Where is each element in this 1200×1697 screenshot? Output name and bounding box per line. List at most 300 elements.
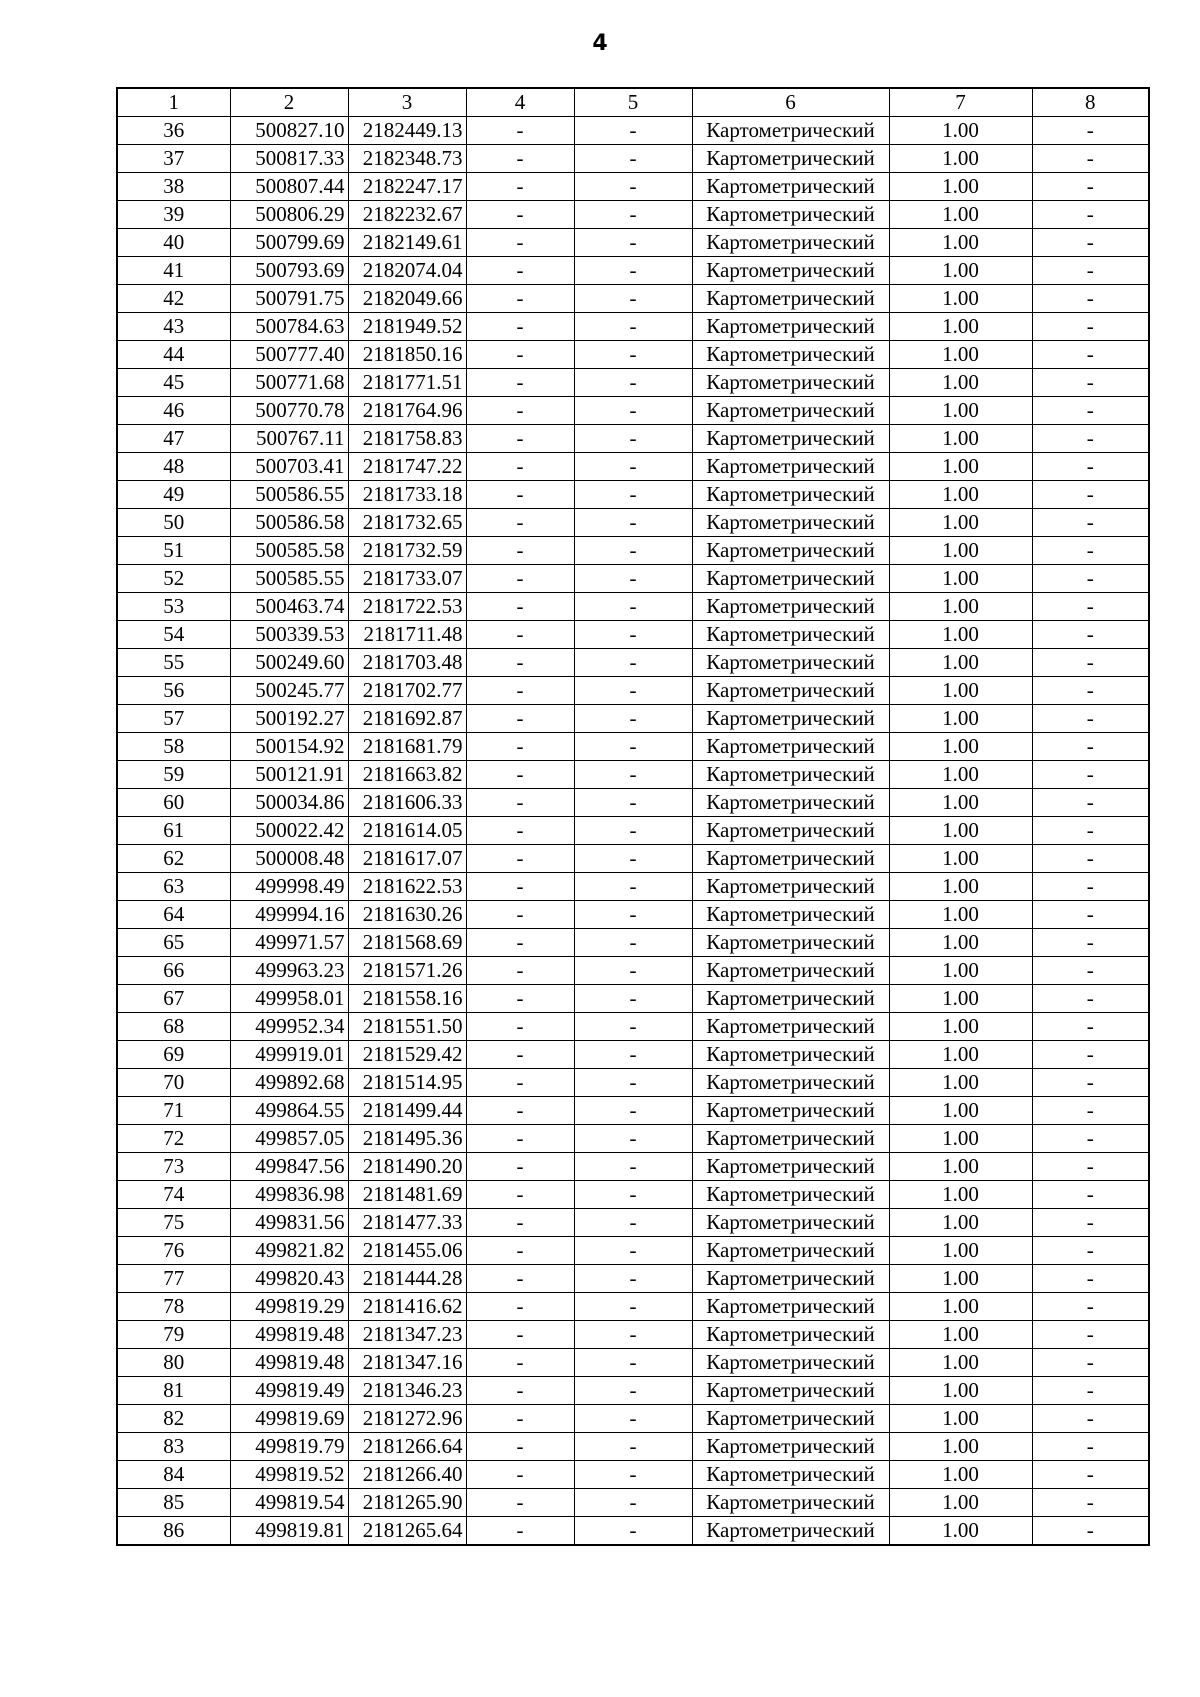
table-cell: - <box>574 1013 692 1041</box>
table-cell: 55 <box>117 649 230 677</box>
table-row <box>117 985 1149 1013</box>
table-cell: - <box>574 145 692 173</box>
table-cell: - <box>1032 1349 1149 1377</box>
table-cell: - <box>466 1517 574 1546</box>
table-cell: - <box>466 425 574 453</box>
table-cell: - <box>574 453 692 481</box>
table-cell: 2181764.96 <box>348 397 466 425</box>
table-cell: - <box>466 285 574 313</box>
table-cell: 1.00 <box>889 593 1032 621</box>
table-cell: Картометрический <box>692 733 889 761</box>
table-cell: 1.00 <box>889 565 1032 593</box>
table-row <box>117 1125 1149 1153</box>
table-cell: 1.00 <box>889 145 1032 173</box>
table-cell: Картометрический <box>692 1013 889 1041</box>
table-cell: 58 <box>117 733 230 761</box>
column-header: 3 <box>348 88 466 117</box>
table-cell: - <box>1032 425 1149 453</box>
table-cell: - <box>466 1013 574 1041</box>
table-cell: 1.00 <box>889 957 1032 985</box>
table-cell: 2181733.07 <box>348 565 466 593</box>
table-row <box>117 313 1149 341</box>
table-cell: Картометрический <box>692 1461 889 1489</box>
table-cell: Картометрический <box>692 1321 889 1349</box>
table-cell: 500034.86 <box>230 789 348 817</box>
table-cell: - <box>1032 677 1149 705</box>
table-cell: - <box>574 1489 692 1517</box>
table-cell: 499958.01 <box>230 985 348 1013</box>
table-cell: - <box>1032 369 1149 397</box>
table-cell: - <box>574 901 692 929</box>
table-row <box>117 341 1149 369</box>
table-cell: - <box>466 1293 574 1321</box>
table-cell: 499919.01 <box>230 1041 348 1069</box>
table-row <box>117 1041 1149 1069</box>
table-cell: 1.00 <box>889 733 1032 761</box>
table-cell: - <box>466 957 574 985</box>
table-row <box>117 481 1149 509</box>
table-cell: - <box>466 761 574 789</box>
table-cell: 499857.05 <box>230 1125 348 1153</box>
table-cell: 499819.48 <box>230 1349 348 1377</box>
table-row <box>117 1349 1149 1377</box>
table-cell: - <box>1032 817 1149 845</box>
table-cell: Картометрический <box>692 1293 889 1321</box>
table-cell: - <box>466 1321 574 1349</box>
table-cell: - <box>1032 1237 1149 1265</box>
table-cell: 500586.58 <box>230 509 348 537</box>
table-cell: 56 <box>117 677 230 705</box>
table-cell: 1.00 <box>889 1433 1032 1461</box>
table-cell: 1.00 <box>889 1405 1032 1433</box>
table-cell: 1.00 <box>889 537 1032 565</box>
table-cell: - <box>466 1265 574 1293</box>
table-row <box>117 565 1149 593</box>
table-cell: - <box>466 593 574 621</box>
table-row <box>117 761 1149 789</box>
table-cell: - <box>1032 117 1149 145</box>
table-cell: - <box>1032 1321 1149 1349</box>
table-cell: 46 <box>117 397 230 425</box>
table-cell: 47 <box>117 425 230 453</box>
table-cell: - <box>1032 1405 1149 1433</box>
table-cell: 2181622.53 <box>348 873 466 901</box>
table-cell: - <box>466 1349 574 1377</box>
table-cell: Картометрический <box>692 985 889 1013</box>
table-cell: 500799.69 <box>230 229 348 257</box>
table-cell: - <box>574 285 692 313</box>
table-cell: 1.00 <box>889 1321 1032 1349</box>
table-cell: 66 <box>117 957 230 985</box>
table-cell: 500817.33 <box>230 145 348 173</box>
table-cell: Картометрический <box>692 621 889 649</box>
table-cell: - <box>466 845 574 873</box>
table-cell: - <box>466 677 574 705</box>
table-cell: 500154.92 <box>230 733 348 761</box>
table-cell: - <box>574 677 692 705</box>
table-cell: - <box>466 1125 574 1153</box>
table-cell: 1.00 <box>889 341 1032 369</box>
table-cell: - <box>466 985 574 1013</box>
table-cell: 2181551.50 <box>348 1013 466 1041</box>
table-cell: 1.00 <box>889 117 1032 145</box>
table-cell: - <box>1032 285 1149 313</box>
coordinates-table <box>116 87 1150 1546</box>
table-cell: 500339.53 <box>230 621 348 649</box>
table-cell: - <box>466 929 574 957</box>
table-cell: 499819.49 <box>230 1377 348 1405</box>
table-cell: 2182449.13 <box>348 117 466 145</box>
table-cell: - <box>574 1237 692 1265</box>
table-row <box>117 817 1149 845</box>
column-header: 4 <box>466 88 574 117</box>
table-cell: - <box>1032 593 1149 621</box>
table-cell: 499836.98 <box>230 1181 348 1209</box>
table-cell: - <box>466 509 574 537</box>
table-cell: - <box>1032 173 1149 201</box>
table-cell: - <box>574 1125 692 1153</box>
table-cell: 2182049.66 <box>348 285 466 313</box>
table-cell: Картометрический <box>692 1181 889 1209</box>
table-cell: 2181455.06 <box>348 1237 466 1265</box>
table-cell: Картометрический <box>692 1265 889 1293</box>
table-cell: - <box>1032 1013 1149 1041</box>
table-cell: 2181265.64 <box>348 1517 466 1546</box>
table-cell: - <box>466 229 574 257</box>
table-cell: - <box>574 509 692 537</box>
table-cell: 500586.55 <box>230 481 348 509</box>
table-cell: - <box>466 1041 574 1069</box>
table-cell: 2181711.48 <box>348 621 466 649</box>
table-row <box>117 1405 1149 1433</box>
table-cell: - <box>574 425 692 453</box>
table-cell: - <box>1032 733 1149 761</box>
header-row <box>117 88 1149 117</box>
table-row <box>117 957 1149 985</box>
table-cell: - <box>1032 1041 1149 1069</box>
table-cell: Картометрический <box>692 1125 889 1153</box>
table-cell: - <box>574 1153 692 1181</box>
table-cell: Картометрический <box>692 1489 889 1517</box>
table-cell: 2181733.18 <box>348 481 466 509</box>
table-cell: Картометрический <box>692 817 889 845</box>
table-cell: 2181702.77 <box>348 677 466 705</box>
table-cell: - <box>574 873 692 901</box>
table-cell: 1.00 <box>889 789 1032 817</box>
table-cell: 45 <box>117 369 230 397</box>
table-cell: - <box>574 1097 692 1125</box>
table-cell: - <box>466 1377 574 1405</box>
table-cell: 54 <box>117 621 230 649</box>
table-cell: 2181499.44 <box>348 1097 466 1125</box>
table-cell: - <box>1032 1293 1149 1321</box>
table-cell: Картометрический <box>692 313 889 341</box>
table-cell: - <box>1032 537 1149 565</box>
table-cell: Картометрический <box>692 1069 889 1097</box>
table-cell: 81 <box>117 1377 230 1405</box>
table-cell: 1.00 <box>889 173 1032 201</box>
table-cell: 1.00 <box>889 481 1032 509</box>
table-cell: - <box>1032 1181 1149 1209</box>
table-cell: - <box>1032 341 1149 369</box>
table-cell: - <box>466 873 574 901</box>
table-cell: Картометрический <box>692 229 889 257</box>
table-cell: - <box>1032 1377 1149 1405</box>
table-cell: 1.00 <box>889 1517 1032 1546</box>
table-cell: - <box>574 1377 692 1405</box>
table-cell: - <box>574 229 692 257</box>
table-row <box>117 537 1149 565</box>
table-cell: 500806.29 <box>230 201 348 229</box>
column-header: 1 <box>117 88 230 117</box>
table-cell: 62 <box>117 845 230 873</box>
table-cell: - <box>574 1265 692 1293</box>
table-cell: 1.00 <box>889 985 1032 1013</box>
table-cell: - <box>574 565 692 593</box>
table-cell: 1.00 <box>889 1349 1032 1377</box>
table-cell: 2181850.16 <box>348 341 466 369</box>
table-cell: 1.00 <box>889 929 1032 957</box>
table-cell: 1.00 <box>889 705 1032 733</box>
column-header: 5 <box>574 88 692 117</box>
table-cell: 1.00 <box>889 1041 1032 1069</box>
table-cell: - <box>1032 509 1149 537</box>
table-cell: 83 <box>117 1433 230 1461</box>
table-cell: - <box>1032 957 1149 985</box>
table-cell: - <box>466 789 574 817</box>
table-row <box>117 1181 1149 1209</box>
table-cell: 499847.56 <box>230 1153 348 1181</box>
table-cell: - <box>574 1069 692 1097</box>
table-cell: 2181529.42 <box>348 1041 466 1069</box>
table-cell: - <box>1032 789 1149 817</box>
table-row <box>117 1153 1149 1181</box>
table-cell: 1.00 <box>889 509 1032 537</box>
table-cell: - <box>574 593 692 621</box>
table-cell: - <box>466 173 574 201</box>
table-cell: - <box>466 1405 574 1433</box>
table-cell: 2181771.51 <box>348 369 466 397</box>
table-cell: 499819.81 <box>230 1517 348 1546</box>
table-cell: 1.00 <box>889 1265 1032 1293</box>
table-row <box>117 929 1149 957</box>
table-row <box>117 593 1149 621</box>
table-cell: 1.00 <box>889 1153 1032 1181</box>
table-cell: 85 <box>117 1489 230 1517</box>
table-row <box>117 1237 1149 1265</box>
table-cell: - <box>1032 761 1149 789</box>
table-row <box>117 873 1149 901</box>
table-cell: 1.00 <box>889 1125 1032 1153</box>
table-cell: Картометрический <box>692 1237 889 1265</box>
table-cell: - <box>574 761 692 789</box>
table-cell: - <box>1032 901 1149 929</box>
table-cell: - <box>1032 201 1149 229</box>
table-cell: 72 <box>117 1125 230 1153</box>
table-cell: - <box>466 145 574 173</box>
table-cell: - <box>1032 397 1149 425</box>
table-row <box>117 789 1149 817</box>
table-cell: - <box>1032 229 1149 257</box>
table-row <box>117 649 1149 677</box>
table-cell: - <box>1032 257 1149 285</box>
table-cell: Картометрический <box>692 789 889 817</box>
table-cell: 1.00 <box>889 257 1032 285</box>
table-cell: 1.00 <box>889 1181 1032 1209</box>
table-row <box>117 621 1149 649</box>
table-cell: Картометрический <box>692 565 889 593</box>
table-cell: - <box>466 649 574 677</box>
table-cell: 1.00 <box>889 1013 1032 1041</box>
table-cell: 36 <box>117 117 230 145</box>
table-cell: - <box>1032 145 1149 173</box>
table-row <box>117 1013 1149 1041</box>
table-cell: 2181490.20 <box>348 1153 466 1181</box>
table-body <box>117 88 1149 1545</box>
table-cell: 2181272.96 <box>348 1405 466 1433</box>
table-cell: 2181630.26 <box>348 901 466 929</box>
table-row <box>117 705 1149 733</box>
table-cell: - <box>574 1461 692 1489</box>
table-cell: - <box>466 117 574 145</box>
table-cell: 70 <box>117 1069 230 1097</box>
table-cell: 63 <box>117 873 230 901</box>
table-row <box>117 1265 1149 1293</box>
table-cell: - <box>1032 649 1149 677</box>
table-cell: - <box>574 313 692 341</box>
table-cell: - <box>1032 1069 1149 1097</box>
table-cell: - <box>466 369 574 397</box>
table-cell: - <box>574 1517 692 1546</box>
table-cell: - <box>574 1433 692 1461</box>
table-cell: - <box>574 341 692 369</box>
table-cell: 86 <box>117 1517 230 1546</box>
table-cell: 499820.43 <box>230 1265 348 1293</box>
table-cell: 2182074.04 <box>348 257 466 285</box>
table-cell: 500827.10 <box>230 117 348 145</box>
table-cell: - <box>1032 873 1149 901</box>
table-row <box>117 145 1149 173</box>
table-cell: Картометрический <box>692 677 889 705</box>
table-cell: - <box>466 201 574 229</box>
table-cell: - <box>574 173 692 201</box>
table-cell: Картометрический <box>692 453 889 481</box>
table-cell: 44 <box>117 341 230 369</box>
table-cell: Картометрический <box>692 1517 889 1546</box>
table-cell: - <box>466 313 574 341</box>
table-row <box>117 369 1149 397</box>
table-cell: Картометрический <box>692 1433 889 1461</box>
table-cell: 499819.69 <box>230 1405 348 1433</box>
table-cell: 2181481.69 <box>348 1181 466 1209</box>
table-cell: - <box>574 257 692 285</box>
table-cell: - <box>574 705 692 733</box>
table-cell: - <box>466 397 574 425</box>
table-cell: Картометрический <box>692 957 889 985</box>
table-cell: 500771.68 <box>230 369 348 397</box>
table-cell: - <box>574 369 692 397</box>
table-cell: 1.00 <box>889 761 1032 789</box>
table-cell: 1.00 <box>889 285 1032 313</box>
table-cell: - <box>1032 1489 1149 1517</box>
table-cell: Картометрический <box>692 845 889 873</box>
table-cell: 500022.42 <box>230 817 348 845</box>
table-cell: 2181347.16 <box>348 1349 466 1377</box>
table-cell: Картометрический <box>692 1153 889 1181</box>
table-cell: 51 <box>117 537 230 565</box>
table-cell: - <box>574 1321 692 1349</box>
table-cell: 43 <box>117 313 230 341</box>
table-cell: - <box>574 789 692 817</box>
table-cell: 2181732.65 <box>348 509 466 537</box>
table-cell: 1.00 <box>889 1237 1032 1265</box>
table-cell: 2181514.95 <box>348 1069 466 1097</box>
table-cell: - <box>1032 845 1149 873</box>
table-cell: 64 <box>117 901 230 929</box>
table-cell: 2181266.64 <box>348 1433 466 1461</box>
table-cell: - <box>466 341 574 369</box>
table-cell: - <box>1032 1461 1149 1489</box>
table-row <box>117 1461 1149 1489</box>
table-cell: 77 <box>117 1265 230 1293</box>
table-cell: 499994.16 <box>230 901 348 929</box>
table-row <box>117 453 1149 481</box>
table-cell: - <box>574 1405 692 1433</box>
table-cell: 2181949.52 <box>348 313 466 341</box>
table-cell: - <box>1032 621 1149 649</box>
table-cell: Картометрический <box>692 1209 889 1237</box>
table-cell: 2181266.40 <box>348 1461 466 1489</box>
table-cell: - <box>1032 1153 1149 1181</box>
table-cell: Картометрический <box>692 705 889 733</box>
table-cell: Картометрический <box>692 173 889 201</box>
table-cell: - <box>466 1489 574 1517</box>
table-cell: Картометрический <box>692 341 889 369</box>
table-cell: 499998.49 <box>230 873 348 901</box>
table-cell: 499821.82 <box>230 1237 348 1265</box>
table-cell: - <box>574 1041 692 1069</box>
table-cell: - <box>574 649 692 677</box>
table-cell: - <box>466 1209 574 1237</box>
table-cell: 2182348.73 <box>348 145 466 173</box>
table-row <box>117 1097 1149 1125</box>
table-row <box>117 117 1149 145</box>
table-cell: - <box>574 733 692 761</box>
table-cell: 84 <box>117 1461 230 1489</box>
table-cell: 1.00 <box>889 845 1032 873</box>
column-header: 2 <box>230 88 348 117</box>
table-row <box>117 201 1149 229</box>
table-cell: - <box>466 257 574 285</box>
table-cell: 499819.54 <box>230 1489 348 1517</box>
table-cell: Картометрический <box>692 1405 889 1433</box>
table-cell: Картометрический <box>692 201 889 229</box>
table-cell: 1.00 <box>889 397 1032 425</box>
table-cell: 2181416.62 <box>348 1293 466 1321</box>
table-cell: 78 <box>117 1293 230 1321</box>
table-cell: 500770.78 <box>230 397 348 425</box>
table-cell: 499952.34 <box>230 1013 348 1041</box>
table-cell: Картометрический <box>692 481 889 509</box>
table-cell: - <box>574 201 692 229</box>
table-cell: 1.00 <box>889 649 1032 677</box>
table-cell: - <box>574 817 692 845</box>
table-cell: 40 <box>117 229 230 257</box>
column-header: 7 <box>889 88 1032 117</box>
table-cell: - <box>466 1069 574 1097</box>
table-cell: 2181617.07 <box>348 845 466 873</box>
table-cell: - <box>574 845 692 873</box>
